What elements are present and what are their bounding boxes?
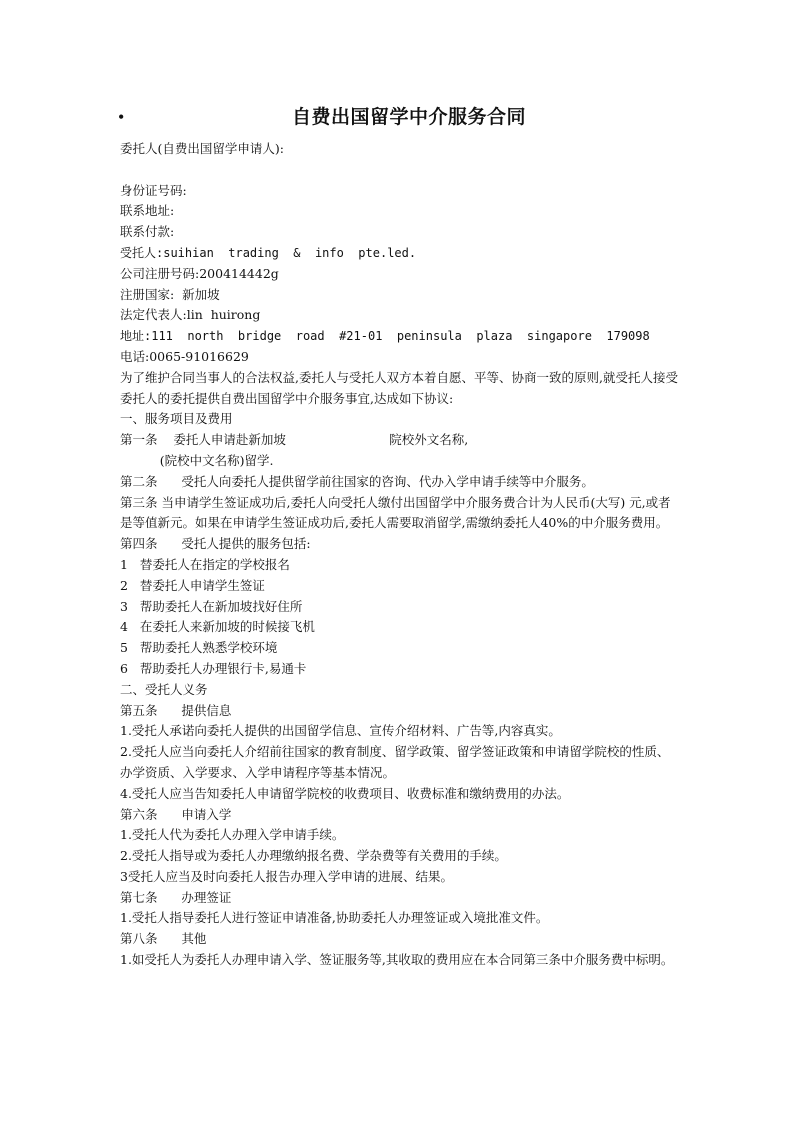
company-reg-line: 公司注册号码:200414442g xyxy=(120,265,279,281)
service-item-4: 4 在委托人来新加坡的时候接飞机 xyxy=(120,619,315,635)
contact-address-line: 联系地址: xyxy=(120,203,175,219)
document-title: 自费出国留学中介服务合同 xyxy=(292,106,527,128)
article-2: 第二条 受托人向委托人提供留学前往国家的咨询、代办入学申请手续等中介服务。 xyxy=(120,473,594,489)
address-line: 地址:111 north bridge road #21-01 peninsula plaza singapore 179098 xyxy=(120,329,650,344)
service-item-6: 6 帮助委托人办理银行卡,易通卡 xyxy=(120,660,307,676)
article-1-cont: (院校中文名称)留学. xyxy=(120,452,274,468)
reg-country-line: 注册国家: 新加坡 xyxy=(120,286,220,302)
article-5: 第五条 提供信息 xyxy=(120,702,232,718)
article-6: 第六条 申请入学 xyxy=(120,806,232,822)
service-item-2: 2 替委托人申请学生签证 xyxy=(120,577,265,593)
article-5-item-2: 2.受托人应当向委托人介绍前往国家的教育制度、留学政策、留学签证政策和申请留学院校的性质、办学资质、入学要求、入学申请程序等基本情况。 xyxy=(120,744,670,780)
article-6-item-2: 2.受托人指导或为委托人办理缴纳报名费、学杂费等有关费用的手续。 xyxy=(120,848,507,864)
article-4: 第四条 受托人提供的服务包括: xyxy=(120,536,311,552)
section-heading-1: 一、服务项目及费用 xyxy=(120,411,233,427)
article-8: 第八条 其他 xyxy=(120,931,207,947)
bullet-marker: • xyxy=(118,107,125,127)
article-8-item-1: 1.如受托人为委托人办理申请入学、签证服务等,其收取的费用应在本合同第三条中介服务费中标明。 xyxy=(120,952,674,968)
article-7: 第七条 办理签证 xyxy=(120,889,232,905)
article-3: 第三条 当申请学生签证成功后,委托人向受托人缴付出国留学中介服务费合计为人民币(大写) 元,或者是等值新元。如果在申请学生签证成功后,委托人需要取消留学,需缴纳委托人40%的中介服务费用。 xyxy=(120,494,671,531)
article-5-item-1: 1.受托人承诺向委托人提供的出国留学信息、宣传介绍材料、广告等,内容真实。 xyxy=(120,723,561,739)
article-6-item-3: 3受托人应当及时向委托人报告办理入学申请的进展、结果。 xyxy=(120,868,453,884)
article-5-item-4: 4.受托人应当告知委托人申请留学院校的收费项目、收费标准和缴纳费用的办法。 xyxy=(120,785,570,801)
trustee-line: 受托人:suihian trading & info pte.led. xyxy=(120,245,417,260)
service-item-5: 5 帮助委托人熟悉学校环境 xyxy=(120,640,278,656)
title-row xyxy=(120,104,680,130)
service-item-1: 1 替委托人在指定的学校报名 xyxy=(120,556,290,572)
contact-payment-line: 联系付款: xyxy=(120,224,175,240)
client-line: 委托人(自费出国留学申请人): xyxy=(120,141,284,156)
article-6-item-1: 1.受托人代为委托人办理入学申请手续。 xyxy=(120,827,345,843)
phone-line: 电话:0065-91016629 xyxy=(120,348,249,364)
service-item-3: 3 帮助委托人在新加坡找好住所 xyxy=(120,598,303,614)
id-number-line: 身份证号码: xyxy=(120,182,187,198)
preamble-paragraph: 为了维护合同当事人的合法权益,委托人与受托人双方本着自愿、平等、协商一致的原则,就受托人接受委托人的委托提供自费出国留学中介服务事宜,达成如下协议: xyxy=(120,369,678,406)
blank-line xyxy=(120,160,680,181)
contract-body xyxy=(120,139,680,971)
legal-rep-line: 法定代表人:lin huirong xyxy=(120,307,261,323)
article-7-item-1: 1.受托人指导委托人进行签证申请准备,协助委托人办理签证或入境批准文件。 xyxy=(120,910,549,926)
section-heading-2: 二、受托人义务 xyxy=(120,681,208,697)
article-1: 第一条 委托人申请赴新加坡 院校外文名称, xyxy=(120,432,469,448)
